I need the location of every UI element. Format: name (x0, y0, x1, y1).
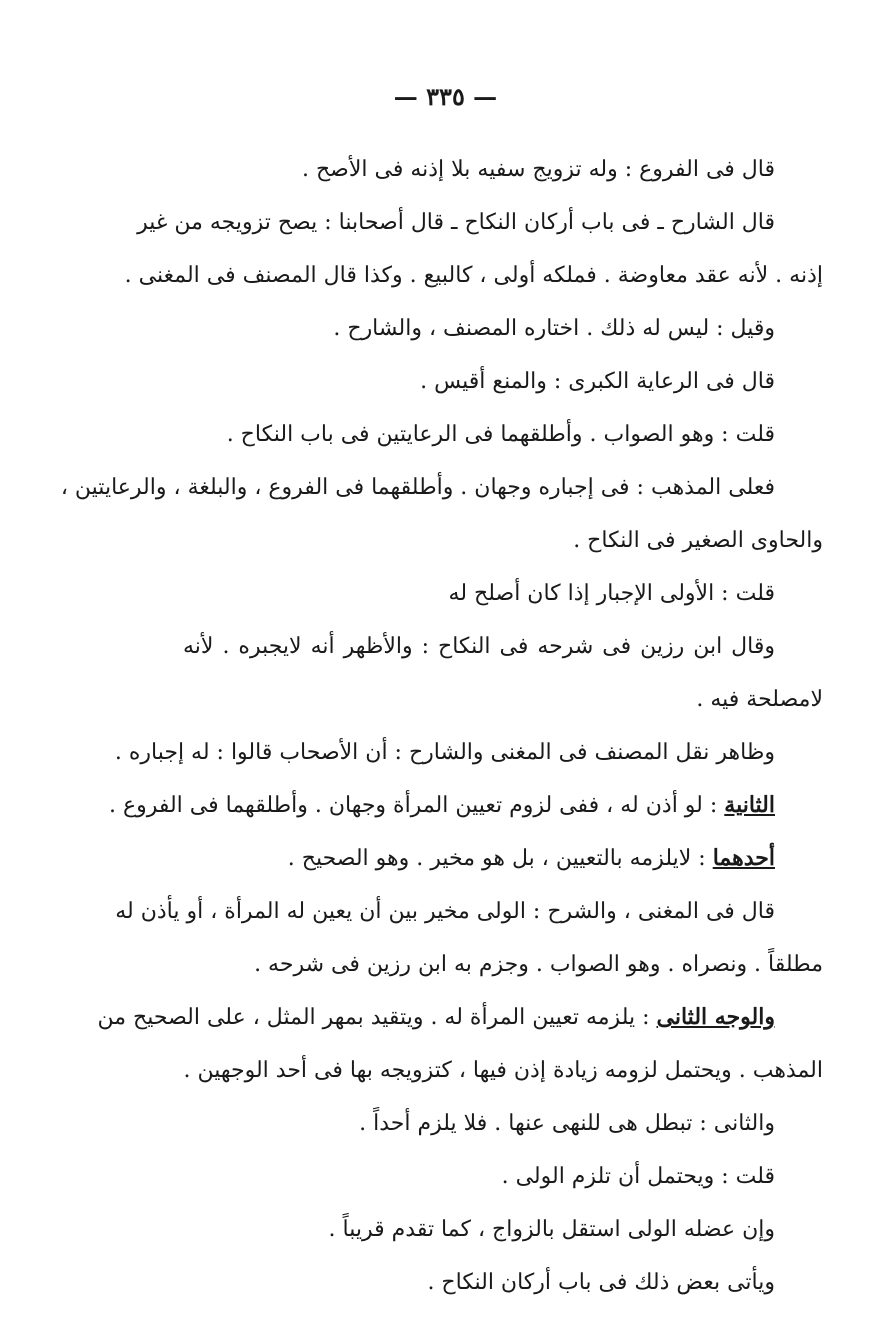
text-line (114, 726, 823, 779)
paragraph (183, 408, 823, 461)
line-text: ويأتى بعض ذلك فى باب أركان النكاح . (427, 1270, 775, 1295)
text-line (115, 885, 823, 938)
page-number: — ٣٣٥ — (393, 82, 498, 111)
line-text: وقيل : ليس له ذلك . اختاره المصنف ، والشارح . (333, 316, 775, 341)
text-line (183, 1203, 823, 1256)
paragraph (60, 461, 823, 567)
line-text: والثانى : تبطل هى للنهى عنها . فلا يلزم أحداً . (359, 1111, 775, 1136)
line-text: قال فى الرعاية الكبرى : والمنع أقيس . (420, 369, 775, 394)
paragraph (114, 726, 823, 779)
text-line (183, 408, 823, 461)
paragraph-term: والوجه الثانى (656, 1004, 775, 1030)
text-line (183, 673, 823, 726)
paragraph (183, 620, 823, 726)
paragraph (183, 1150, 823, 1203)
line-text: : لايلزمه بالتعيين ، بل هو مخير . وهو الصحيح . (287, 846, 706, 871)
text-line (183, 620, 823, 673)
paragraph (183, 1097, 823, 1150)
text-line (108, 779, 823, 832)
line-text: وإن عضله الولى استقل بالزواج ، كما تقدم قريباً . (328, 1217, 775, 1242)
paragraph-term: الثانية (724, 792, 775, 818)
text-line (183, 143, 823, 196)
paragraph (183, 302, 823, 355)
text-line (60, 461, 823, 514)
paragraph (108, 779, 823, 832)
paragraph (124, 196, 823, 302)
line-text: : يلزمه تعيين المرأة له . ويتقيد بمهر المثل ، على الصحيح من (97, 1005, 650, 1030)
text-line (183, 938, 823, 991)
text-line (183, 302, 823, 355)
line-text: قال فى الفروع : وله تزويج سفيه بلا إذنه فى الأصح . (301, 157, 775, 182)
text-line (183, 1044, 823, 1097)
text-line (183, 1097, 823, 1150)
line-text: قلت : وهو الصواب . وأطلقهما فى الرعايتين فى باب النكاح . (226, 422, 775, 447)
paragraph (183, 1203, 823, 1256)
line-text: قلت : الأولى الإجبار إذا كان أصلح له (448, 581, 775, 606)
paragraph (115, 885, 823, 991)
paragraph (183, 355, 823, 408)
text-line (183, 514, 823, 567)
line-text: وظاهر نقل المصنف فى المغنى والشارح : أن الأصحاب قالوا : له إجباره . (114, 740, 775, 765)
text-line (183, 1256, 823, 1309)
paragraph (97, 991, 823, 1097)
text-line (183, 567, 823, 620)
line-text: : لو أذن له ، ففى لزوم تعيين المرأة وجهان . وأطلقهما فى الفروع . (108, 793, 718, 818)
text-line (183, 355, 823, 408)
line-text: وقال ابن رزين فى شرحه فى النكاح : والأظهر أنه لايجبره . لأنه (183, 634, 775, 659)
body-text (60, 143, 823, 1309)
paragraph (183, 832, 823, 885)
line-text: المذهب . ويحتمل لزومه زيادة إذن فيها ، كتزويجه بها فى أحد الوجهين . (183, 1058, 823, 1083)
text-line (137, 196, 823, 249)
line-text: قال فى المغنى ، والشرح : الولى مخير بين أن يعين له المرأة ، أو يأذن له (115, 899, 775, 924)
paragraph (183, 1256, 823, 1309)
text-line (97, 991, 823, 1044)
text-line (183, 832, 823, 885)
line-text: مطلقاً . ونصراه . وهو الصواب . وجزم به ابن رزين فى شرحه . (254, 952, 823, 977)
line-text: قلت : ويحتمل أن تلزم الولى . (501, 1164, 775, 1189)
paragraph (183, 567, 823, 620)
line-text: لامصلحة فيه . (696, 687, 823, 712)
paragraph-term: أحدهما (712, 845, 775, 871)
line-text: فعلى المذهب : فى إجباره وجهان . وأطلقهما فى الفروع ، والبلغة ، والرعايتين ، (60, 475, 775, 500)
text-line (183, 1150, 823, 1203)
line-text: إذنه . لأنه عقد معاوضة . فملكه أولى ، كالبيع . وكذا قال المصنف فى المغنى . (124, 263, 823, 288)
paragraph (183, 143, 823, 196)
line-text: قال الشارح ـ فى باب أركان النكاح ـ قال أصحابنا : يصح تزويجه من غير (137, 210, 775, 235)
text-line (124, 249, 823, 302)
line-text: والحاوى الصغير فى النكاح . (573, 528, 823, 553)
